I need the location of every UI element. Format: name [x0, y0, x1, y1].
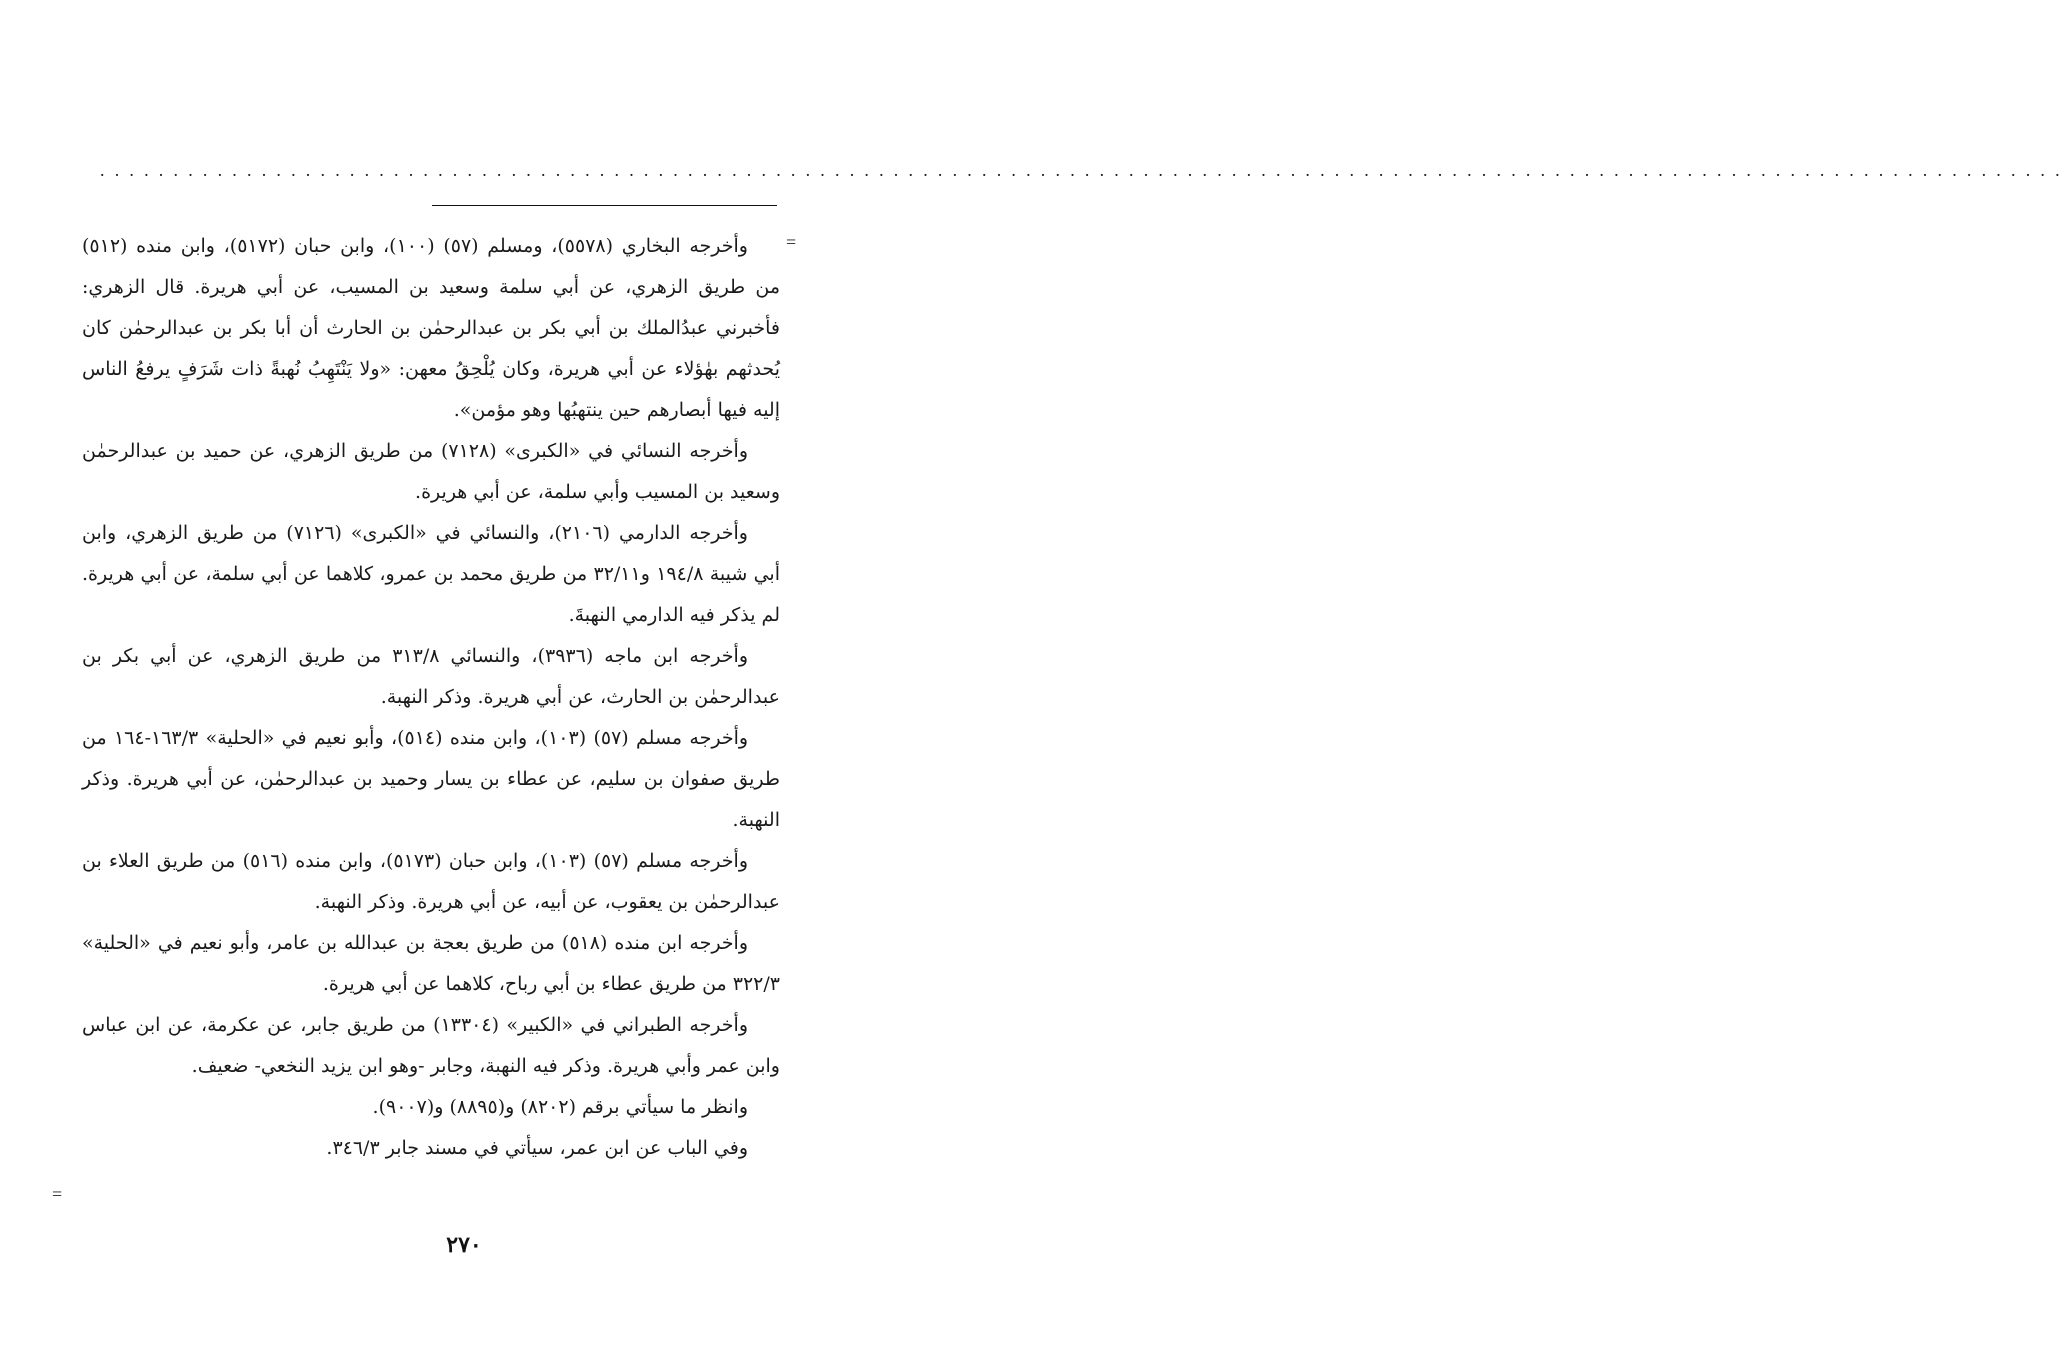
- footnote-paragraph: وأخرجه البخاري (٥٥٧٨)، ومسلم (٥٧) (١٠٠)، وابن حبان (٥١٧٢)، وابن منده (٥١٢) من طريق الزهري، عن أبي سلمة وسعيد بن المسيب، عن أبي هريرة. قال الزهري: فأخبرني عبدُالملك بن أبي بكر بن عبدالرحمٰن بن الحارث أن أبا بكر بن عبدالرحمٰن كان يُحدثهم بهٰؤلاء عن أبي هريرة، وكان يُلْحِقُ معهن: «ولا يَنْتَهِبُ نُهبةً ذات شَرَفٍ يرفعُ الناس إليه فيها أبصارهم حين ينتهبُها وهو مؤمن».: [82, 235, 780, 421]
- footnote-rule: [432, 205, 777, 206]
- footnote-paragraph: وفي الباب عن ابن عمر، سيأتي في مسند جابر ٣٤٦/٣.: [326, 1137, 748, 1159]
- footnote-paragraph: وأخرجه النسائي في «الكبرى» (٧١٢٨) من طريق الزهري، عن حميد بن عبدالرحمٰن وسعيد بن المسيب وأبي سلمة، عن أبي هريرة.: [82, 440, 780, 503]
- dotted-separator: ......................................................................................................................................: [100, 160, 2070, 180]
- page-number: ٢٧٠: [446, 1232, 482, 1258]
- footnote-paragraph: وأخرجه ابن ماجه (٣٩٣٦)، والنسائي ٣١٣/٨ من طريق الزهري، عن أبي بكر بن عبدالرحمٰن بن الحارث، عن أبي هريرة. وذكر النهبة.: [82, 645, 780, 708]
- footnote-paragraph: وأخرجه مسلم (٥٧) (١٠٣)، وابن حبان (٥١٧٣)، وابن منده (٥١٦) من طريق العلاء بن عبدالرحمٰن بن يعقوب، عن أبيه، عن أبي هريرة. وذكر النهبة.: [82, 850, 780, 913]
- footnote-paragraph: وأخرجه الطبراني في «الكبير» (١٣٣٠٤) من طريق جابر، عن عكرمة، عن ابن عباس وابن عمر وأبي هريرة. وذكر فيه النهبة، وجابر -وهو ابن يزيد النخعي- ضعيف.: [82, 1014, 780, 1077]
- footnote-paragraph: وأخرجه ابن منده (٥١٨) من طريق بعجة بن عبدالله بن عامر، وأبو نعيم في «الحلية» ٣٢٢/٣ من طريق عطاء بن أبي رباح، كلاهما عن أبي هريرة.: [82, 932, 780, 995]
- footnote-paragraph: وأخرجه الدارمي (٢١٠٦)، والنسائي في «الكبرى» (٧١٢٦) من طريق الزهري، وابن أبي شيبة ١٩٤/٨ و٣٢/١١ من طريق محمد بن عمرو، كلاهما عن أبي سلمة، عن أبي هريرة. لم يذكر فيه الدارمي النهبةَ.: [82, 522, 780, 626]
- continuation-mark-bottom: =: [52, 1184, 63, 1204]
- continuation-mark-top: =: [786, 232, 797, 252]
- footnote-paragraph: وأخرجه مسلم (٥٧) (١٠٣)، وابن منده (٥١٤)، وأبو نعيم في «الحلية» ١٦٣/٣-١٦٤ من طريق صفوان بن سليم، عن عطاء بن يسار وحميد بن عبدالرحمٰن، عن أبي هريرة. وذكر النهبة.: [82, 727, 780, 831]
- footnote-text: [82, 226, 780, 1169]
- footnote-paragraph: وانظر ما سيأتي برقم (٨٢٠٢) و(٨٨٩٥) و(٩٠٠٧).: [372, 1096, 748, 1118]
